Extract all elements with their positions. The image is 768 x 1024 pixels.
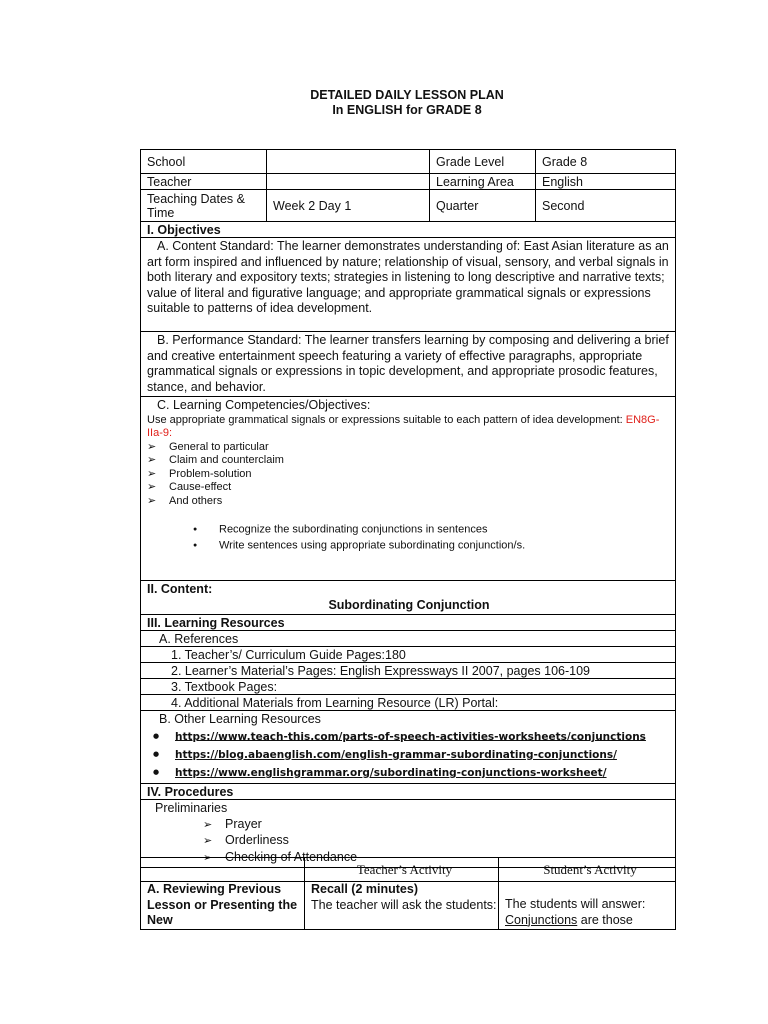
content-standard (141, 238, 676, 332)
learning-competencies (141, 397, 676, 581)
list-item: ➢ Problem-solution (169, 468, 671, 482)
row-teacher (141, 174, 676, 190)
list-item: ➢ General to particular (169, 441, 671, 455)
content-standard-text: A. Content Standard: The learner demonstrates understanding of: East Asian literature as an art form inspired and influenced by nature; relationship of visual, sensory, and verbal signals in both literary and expository texts; strategies in listening to long descriptive and narrative texts; value of literal and figurative language; and appropriate grammatical signals or expressions suitable to patterns of idea development. (147, 239, 669, 315)
activity-table (140, 857, 676, 930)
reference-1: 1. Teacher’s/ Curriculum Guide Pages:180 (141, 647, 676, 663)
recall-title: Recall (2 minutes) (311, 882, 418, 896)
objectives-list (147, 522, 671, 553)
resources-heading: III. Learning Resources (141, 615, 676, 631)
list-item: ➢ Checking of Attendance (225, 850, 671, 867)
resource-link-3[interactable]: https://www.englishgrammar.org/subordinating-conjunctions-worksheet/ (175, 766, 607, 779)
student-activity-text: The students will answer: (505, 897, 646, 911)
document-subtitle: In ENGLISH for GRADE 8 (332, 103, 482, 117)
list-item: ➢ Cause-effect (169, 481, 671, 495)
teacher-activity-cell (305, 882, 499, 930)
quarter-value: Second (536, 190, 676, 222)
performance-standard-text: B. Performance Standard: The learner transfers learning by composing and delivering a brief and creative entertainment speech featuring a variety of effective paragraphs, appropriate grammatical signals or expressions in topic development, and appropriate prosodic features, stance, and behavior. (147, 333, 669, 394)
teaching-dates-value: Week 2 Day 1 (267, 190, 430, 222)
list-item: ➢ Prayer (225, 817, 671, 834)
objectives-heading: I. Objectives (141, 222, 676, 238)
other-resources-heading: B. Other Learning Resources (159, 712, 321, 726)
competency-code: EN8G-IIa-9: (147, 413, 660, 439)
competencies-heading: C. Learning Competencies/Objectives: (157, 398, 371, 412)
resource-links (147, 728, 671, 783)
activity-step-header (141, 858, 305, 882)
content-heading: II. Content: (147, 582, 213, 596)
content-topic: Subordinating Conjunction (328, 597, 490, 612)
grade-level-label: Grade Level (430, 150, 536, 174)
learning-area-label: Learning Area (430, 174, 536, 190)
preliminaries-label: Preliminaries (155, 801, 228, 816)
content-section (141, 581, 676, 615)
list-item: ● Write sentences using appropriate subordinating conjunction/s. (219, 538, 671, 553)
resource-link-1[interactable]: https://www.teach-this.com/parts-of-speech-activities-worksheets/conjunctions (175, 730, 646, 743)
procedures-heading: IV. Procedures (141, 784, 676, 800)
learning-area-value: English (536, 174, 676, 190)
student-rest: are those (577, 912, 633, 927)
list-item: ➢ Orderliness (225, 833, 671, 850)
references-heading: A. References (141, 631, 676, 647)
list-item: ● Recognize the subordinating conjunctions in sentences (219, 522, 671, 537)
activity-row (141, 882, 676, 930)
resource-link-2[interactable]: https://blog.abaenglish.com/english-grammar-subordinating-conjunctions/ (175, 748, 617, 761)
list-item: ➢ And others (169, 495, 671, 509)
activity-step-label: A. Reviewing Previous Lesson or Presenting the New (141, 882, 305, 930)
other-resources (141, 711, 676, 784)
teacher-activity-header: Teacher’s Activity (305, 858, 499, 882)
competencies-description: Use appropriate grammatical signals or expressions suitable to each pattern of idea development: (147, 413, 623, 426)
reference-4: 4. Additional Materials from Learning Resource (LR) Portal: (141, 695, 676, 711)
list-item (175, 728, 671, 746)
grade-level-value: Grade 8 (536, 150, 676, 174)
lesson-plan-table (140, 149, 676, 868)
list-item (175, 746, 671, 764)
reference-3: 3. Textbook Pages: (141, 679, 676, 695)
pattern-list (147, 441, 671, 509)
row-dates (141, 190, 676, 222)
school-value (267, 150, 430, 174)
row-school (141, 150, 676, 174)
student-activity-cell (499, 882, 676, 930)
activity-header-row (141, 858, 676, 882)
teacher-activity-text: The teacher will ask the students: (311, 897, 497, 912)
teacher-label: Teacher (141, 174, 267, 190)
reference-2: 2. Learner’s Material’s Pages: English Expressways II 2007, pages 106-109 (141, 663, 676, 679)
quarter-label: Quarter (430, 190, 536, 222)
school-label: School (141, 150, 267, 174)
performance-standard (141, 332, 676, 397)
teacher-value (267, 174, 430, 190)
list-item (175, 764, 671, 782)
student-term: Conjunctions (505, 912, 578, 927)
student-activity-header: Student’s Activity (499, 858, 676, 882)
document-title: DETAILED DAILY LESSON PLAN (310, 88, 504, 102)
competencies-text (147, 414, 671, 441)
list-item: ➢ Claim and counterclaim (169, 454, 671, 468)
student-activity-answer (505, 913, 675, 929)
teaching-dates-label: Teaching Dates & Time (141, 190, 267, 222)
